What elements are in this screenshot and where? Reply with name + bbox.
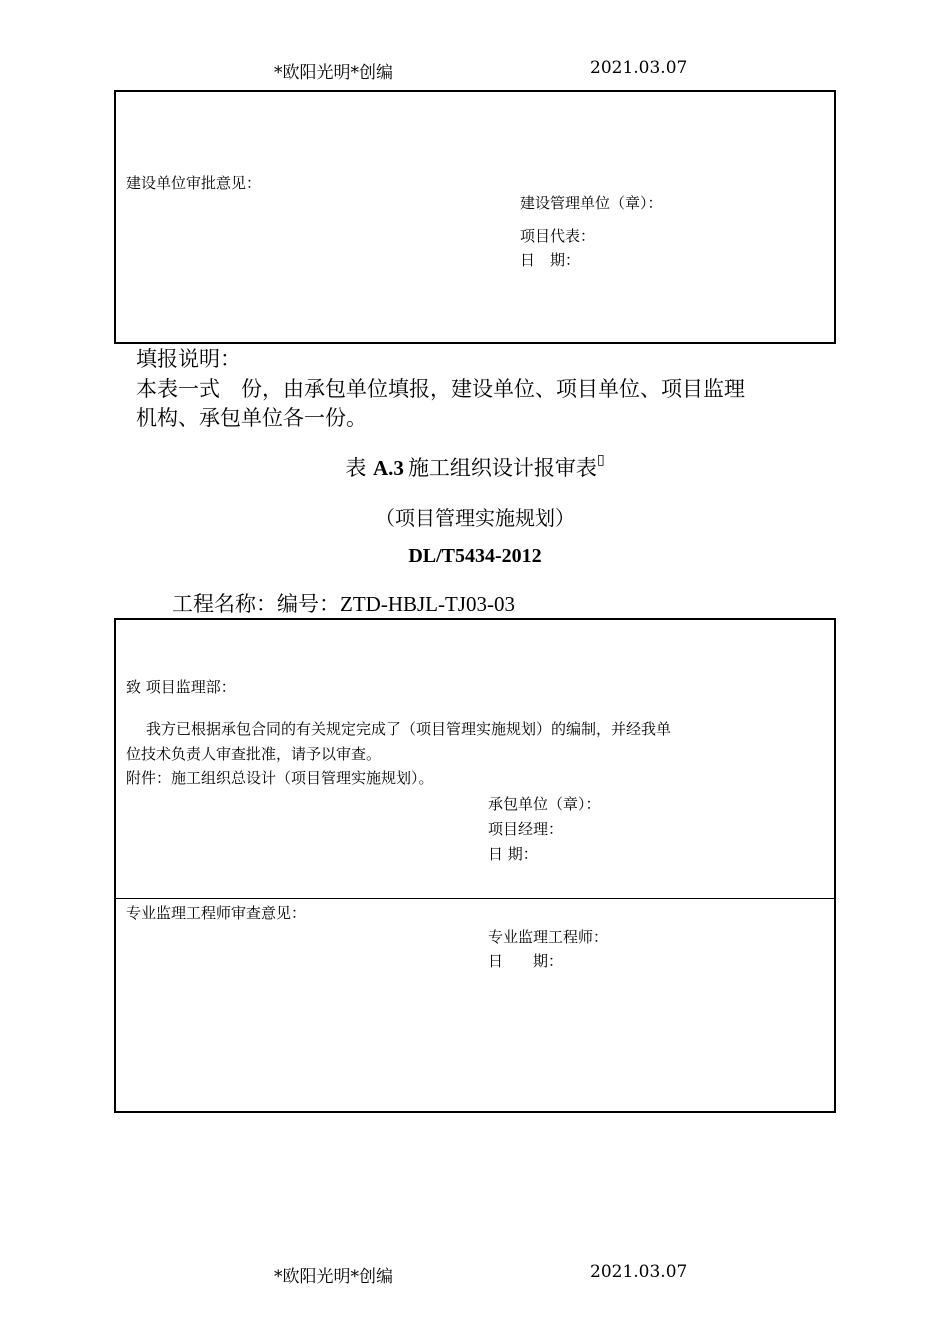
manager-label: 项目经理： <box>488 820 564 838</box>
header-date: 2021.03.07 <box>590 58 688 78</box>
project-line-label: 工程名称：编号： <box>172 592 340 616</box>
addressee: 致 项目监理部： <box>126 678 236 696</box>
footer-author: *欧阳光明*创编 <box>274 1267 393 1287</box>
standard-code: DL/T5434-2012 <box>408 545 542 567</box>
contractor-label: 承包单位（章）： <box>488 795 601 813</box>
form-title <box>0 452 950 482</box>
form-subtitle: （项目管理实施规划） <box>375 506 575 530</box>
construction-approval-box <box>114 90 836 344</box>
review-date-label: 日 期： <box>488 952 564 970</box>
form-title-code: A.3 <box>373 456 404 480</box>
footer-date: 2021.03.07 <box>590 1262 688 1282</box>
engineer-label: 专业监理工程师： <box>488 928 609 946</box>
project-line <box>172 588 515 618</box>
form-title-text: 施工组织设计报审表 <box>407 456 597 480</box>
review-label: 专业监理工程师审查意见： <box>126 904 307 922</box>
date-label: 日 期： <box>488 845 538 863</box>
sign-date-label: 日 期： <box>520 251 581 269</box>
body-line-2: 位技术负责人审查批准，请予以审查。 <box>126 745 382 763</box>
footnote-mark: ▯ <box>596 452 605 468</box>
attachment-line: 附件：施工组织总设计（项目管理实施规划）。 <box>126 769 434 787</box>
project-code: ZTD-HBJL-TJ03-03 <box>340 592 515 616</box>
approval-label: 建设单位审批意见： <box>126 174 262 192</box>
sign-unit-label: 建设管理单位（章）： <box>520 194 663 212</box>
form-title-prefix: 表 <box>345 456 374 480</box>
notes-title: 填报说明： <box>136 347 241 371</box>
main-form-box <box>114 618 836 1113</box>
notes-line-2: 机构、承包单位各一份。 <box>136 406 367 430</box>
row-divider <box>116 898 834 899</box>
header-author: *欧阳光明*创编 <box>274 63 393 83</box>
body-line-1: 我方已根据承包合同的有关规定完成了（项目管理实施规划）的编制，并经我单 <box>146 720 672 738</box>
notes-line-1: 本表一式 份，由承包单位填报，建设单位、项目单位、项目监理 <box>136 377 745 401</box>
sign-rep-label: 项目代表： <box>520 227 596 245</box>
